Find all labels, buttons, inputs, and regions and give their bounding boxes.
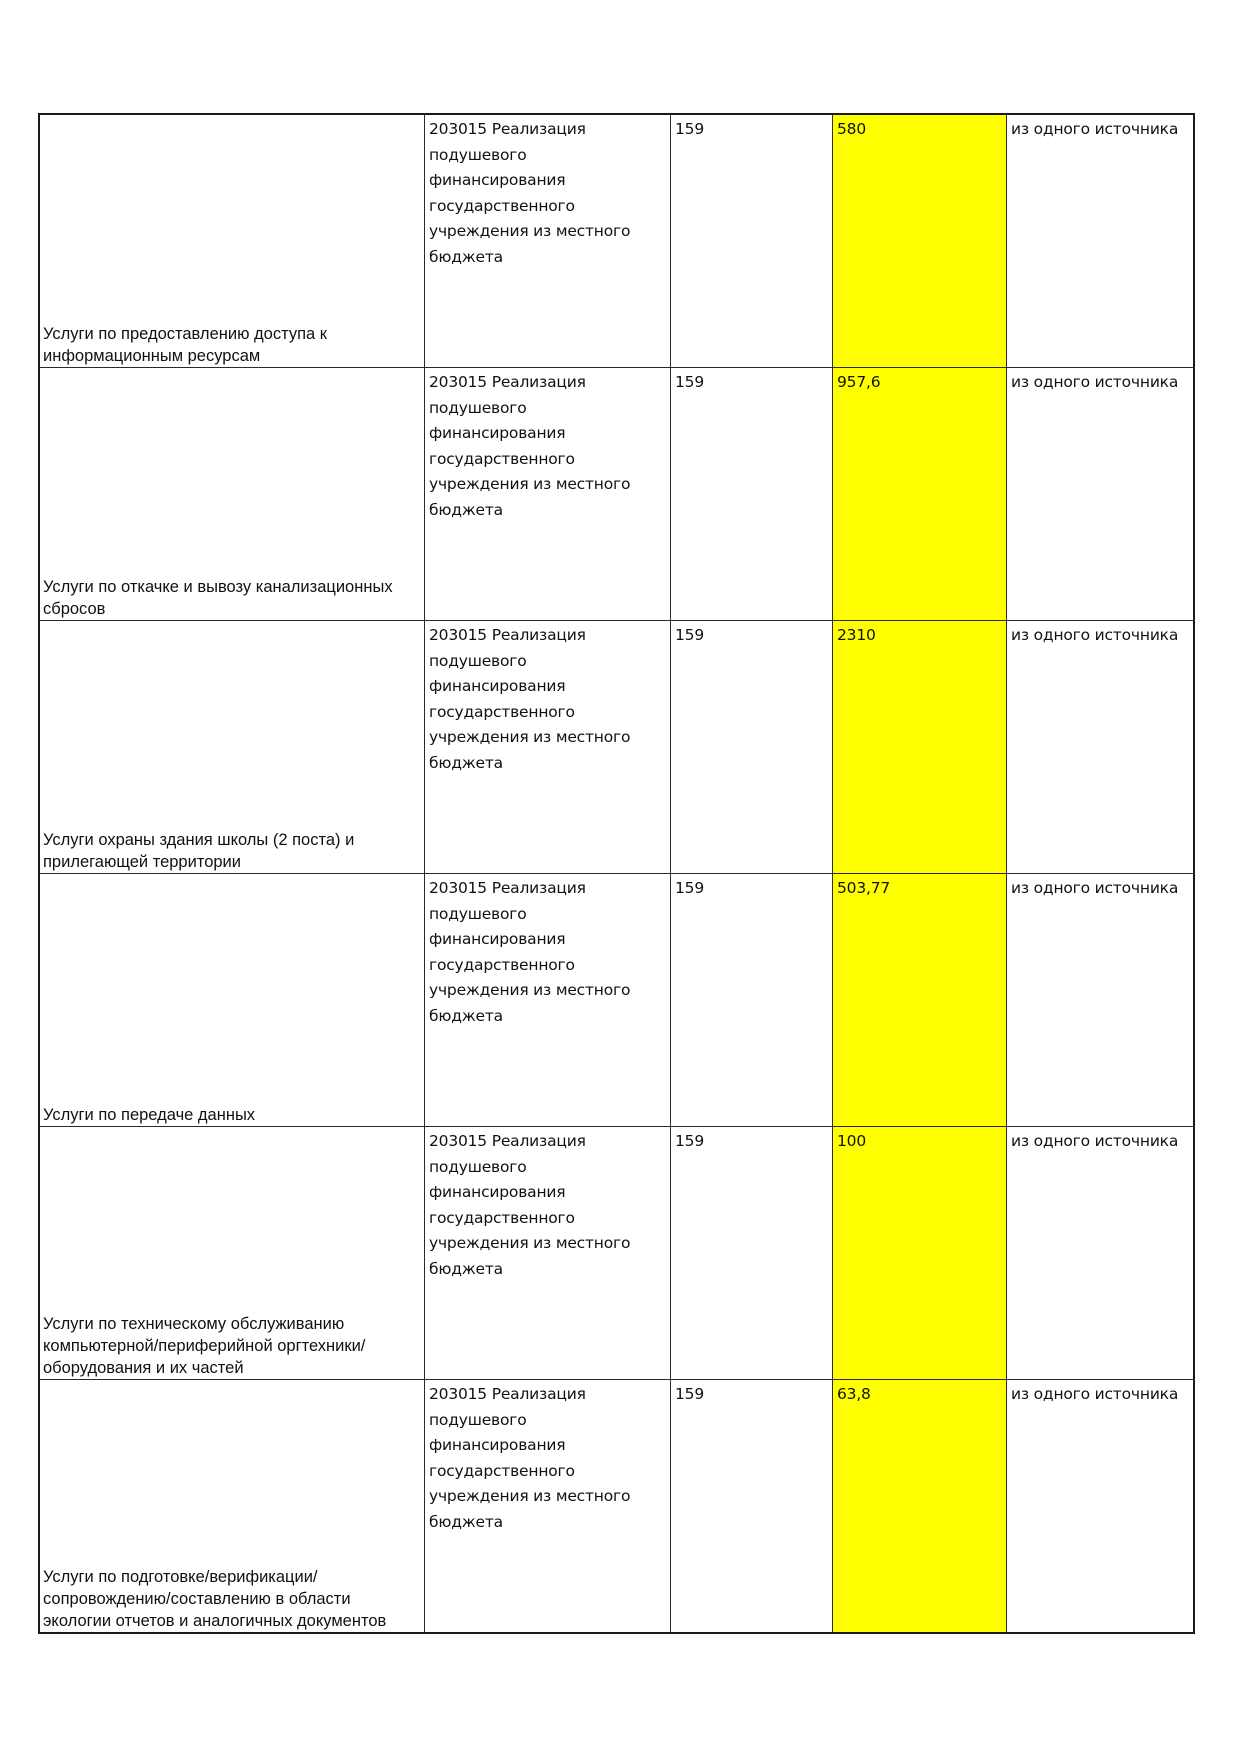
service-cell (39, 114, 425, 368)
method-cell (1007, 874, 1195, 1127)
amount-cell (833, 368, 1007, 621)
code-cell (671, 1380, 833, 1634)
table-row (39, 874, 1194, 1127)
service-cell (39, 1380, 425, 1634)
table-row (39, 114, 1194, 368)
service-name: Услуги по предоставлению доступа к информационным ресурсам (43, 325, 327, 365)
amount-value: 957,6 (837, 373, 881, 391)
code-cell (671, 114, 833, 368)
procurement-method: из одного источника (1011, 120, 1179, 138)
service-name: Услуги охраны здания школы (2 поста) и прилегающей территории (43, 831, 355, 871)
code-cell (671, 368, 833, 621)
table-row (39, 368, 1194, 621)
amount-cell (833, 874, 1007, 1127)
code-cell (671, 621, 833, 874)
service-cell (39, 1127, 425, 1380)
amount-value: 100 (837, 1132, 866, 1150)
service-name: Услуги по техническому обслуживанию компьютерной/периферийной оргтехники/оборудования и их частей (43, 1315, 366, 1377)
service-cell (39, 621, 425, 874)
amount-cell (833, 114, 1007, 368)
procurement-method: из одного источника (1011, 626, 1179, 644)
program-name: 203015 Реализация подушевого финансирования государственного учреждения из местного бюджета (429, 626, 631, 772)
program-name: 203015 Реализация подушевого финансирования государственного учреждения из местного бюджета (429, 879, 631, 1025)
amount-value: 63,8 (837, 1385, 871, 1403)
table-row (39, 1380, 1194, 1634)
program-name: 203015 Реализация подушевого финансирования государственного учреждения из местного бюджета (429, 120, 631, 266)
amount-cell (833, 621, 1007, 874)
code-value: 159 (675, 1385, 704, 1403)
table-row (39, 621, 1194, 874)
service-name: Услуги по подготовке/верификации/сопровождению/составлению в области экологии отчетов и аналогичных документов (43, 1568, 387, 1630)
method-cell (1007, 1380, 1195, 1634)
code-value: 159 (675, 1132, 704, 1150)
program-name: 203015 Реализация подушевого финансирования государственного учреждения из местного бюджета (429, 373, 631, 519)
program-name: 203015 Реализация подушевого финансирования государственного учреждения из местного бюджета (429, 1132, 631, 1278)
code-cell (671, 874, 833, 1127)
procurement-method: из одного источника (1011, 879, 1179, 897)
service-name: Услуги по передаче данных (43, 1106, 256, 1124)
program-cell (425, 114, 671, 368)
code-value: 159 (675, 879, 704, 897)
method-cell (1007, 368, 1195, 621)
program-cell (425, 1380, 671, 1634)
program-name: 203015 Реализация подушевого финансирования государственного учреждения из местного бюджета (429, 1385, 631, 1531)
method-cell (1007, 1127, 1195, 1380)
amount-value: 580 (837, 120, 866, 138)
service-name: Услуги по откачке и вывозу канализационных сбросов (43, 578, 393, 618)
code-cell (671, 1127, 833, 1380)
code-value: 159 (675, 120, 704, 138)
method-cell (1007, 621, 1195, 874)
table-row (39, 1127, 1194, 1380)
amount-cell (833, 1127, 1007, 1380)
service-cell (39, 368, 425, 621)
service-cell (39, 874, 425, 1127)
amount-value: 2310 (837, 626, 876, 644)
code-value: 159 (675, 626, 704, 644)
program-cell (425, 874, 671, 1127)
amount-value: 503,77 (837, 879, 891, 897)
program-cell (425, 368, 671, 621)
code-value: 159 (675, 373, 704, 391)
procurement-method: из одного источника (1011, 1132, 1179, 1150)
method-cell (1007, 114, 1195, 368)
procurement-table (38, 113, 1195, 1634)
procurement-method: из одного источника (1011, 1385, 1179, 1403)
program-cell (425, 621, 671, 874)
amount-cell (833, 1380, 1007, 1634)
program-cell (425, 1127, 671, 1380)
procurement-method: из одного источника (1011, 373, 1179, 391)
